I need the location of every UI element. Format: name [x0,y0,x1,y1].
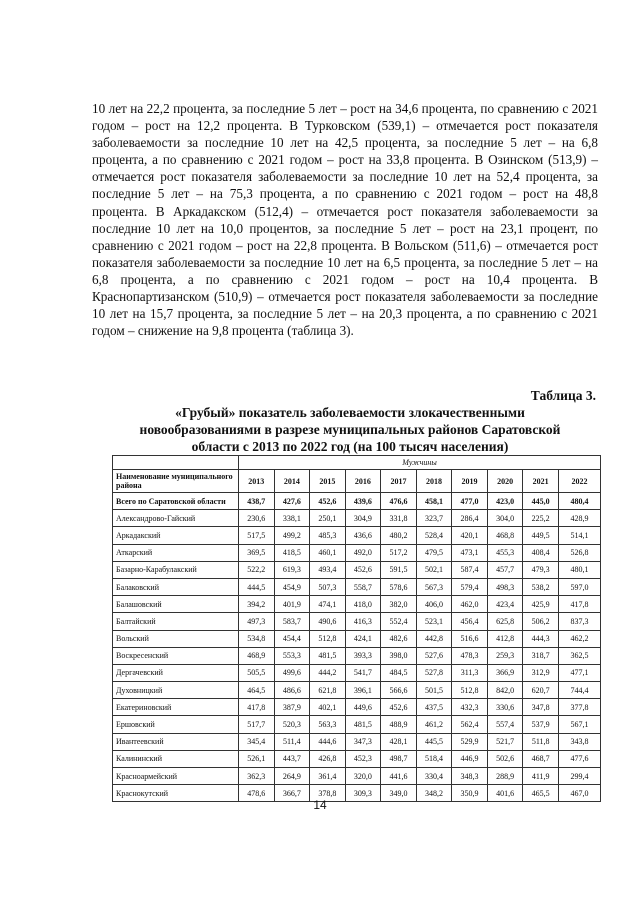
total-value-cell: 480,4 [558,493,600,510]
value-cell: 481,5 [310,647,346,664]
value-cell: 366,7 [274,785,310,802]
value-cell: 529,9 [452,733,488,750]
district-name-cell: Аркадакский [113,527,239,544]
value-cell: 517,7 [239,716,275,733]
value-cell: 591,5 [381,561,417,578]
table-row [113,510,601,527]
value-cell: 511,8 [523,733,559,750]
table-row [113,527,601,544]
year-header: 2020 [487,470,523,493]
value-cell: 499,6 [274,664,310,681]
year-header: 2013 [239,470,275,493]
table-row [113,664,601,681]
value-cell: 523,1 [416,613,452,630]
value-cell: 498,3 [487,578,523,595]
table-row [113,750,601,767]
value-cell: 486,6 [274,682,310,699]
table-row [113,647,601,664]
value-cell: 309,3 [345,785,381,802]
total-value-cell: 445,0 [523,493,559,510]
value-cell: 478,3 [452,647,488,664]
value-cell: 417,8 [239,699,275,716]
value-cell: 464,5 [239,682,275,699]
table-row [113,544,601,561]
value-cell: 578,6 [381,578,417,595]
value-cell: 521,7 [487,733,523,750]
value-cell: 425,9 [523,596,559,613]
value-cell: 501,5 [416,682,452,699]
value-cell: 842,0 [487,682,523,699]
value-cell: 437,5 [416,699,452,716]
value-cell: 744,4 [558,682,600,699]
value-cell: 557,4 [487,716,523,733]
value-cell: 402,1 [310,699,346,716]
year-header: 2015 [310,470,346,493]
value-cell: 318,7 [523,647,559,664]
value-cell: 444,3 [523,630,559,647]
value-cell: 343,8 [558,733,600,750]
value-cell: 348,3 [452,768,488,785]
value-cell: 442,8 [416,630,452,647]
value-cell: 396,1 [345,682,381,699]
value-cell: 520,3 [274,716,310,733]
value-cell: 456,4 [452,613,488,630]
value-cell: 461,2 [416,716,452,733]
value-cell: 418,0 [345,596,381,613]
value-cell: 511,4 [274,733,310,750]
value-cell: 552,4 [381,613,417,630]
value-cell: 497,3 [239,613,275,630]
total-row-label: Всего по Саратовской области [113,493,239,510]
value-cell: 477,6 [558,750,600,767]
value-cell: 452,3 [345,750,381,767]
total-value-cell: 458,1 [416,493,452,510]
value-cell: 485,3 [310,527,346,544]
value-cell: 502,1 [416,561,452,578]
district-name-cell: Базарно-Карабулакский [113,561,239,578]
value-cell: 369,5 [239,544,275,561]
value-cell: 467,0 [558,785,600,802]
value-cell: 514,1 [558,527,600,544]
value-cell: 445,5 [416,733,452,750]
year-header: 2022 [558,470,600,493]
value-cell: 457,7 [487,561,523,578]
value-cell: 498,7 [381,750,417,767]
year-header: 2019 [452,470,488,493]
year-header: 2021 [523,470,559,493]
value-cell: 330,4 [416,768,452,785]
value-cell: 423,4 [487,596,523,613]
value-cell: 455,3 [487,544,523,561]
table-row [113,596,601,613]
value-cell: 480,2 [381,527,417,544]
table-row [113,699,601,716]
district-name-cell: Духовницкий [113,682,239,699]
value-cell: 473,1 [452,544,488,561]
district-name-cell: Красноармейский [113,768,239,785]
value-cell: 462,2 [558,630,600,647]
district-name-cell: Дергачевский [113,664,239,681]
value-cell: 378,8 [310,785,346,802]
total-value-cell: 439,6 [345,493,381,510]
table-row [113,578,601,595]
value-cell: 502,6 [487,750,523,767]
value-cell: 567,1 [558,716,600,733]
district-name-cell: Ершовский [113,716,239,733]
value-cell: 432,3 [452,699,488,716]
table-row [113,613,601,630]
value-cell: 481,5 [345,716,381,733]
value-cell: 462,0 [452,596,488,613]
value-cell: 527,6 [416,647,452,664]
district-name-cell: Балаковский [113,578,239,595]
value-cell: 323,7 [416,510,452,527]
value-cell: 312,9 [523,664,559,681]
value-cell: 526,1 [239,750,275,767]
page-number: 14 [313,798,327,812]
value-cell: 597,0 [558,578,600,595]
district-name-cell: Александрово-Гайский [113,510,239,527]
value-cell: 449,5 [523,527,559,544]
group-header-men: Мужчины [239,456,601,470]
value-cell: 304,0 [487,510,523,527]
value-cell: 583,7 [274,613,310,630]
value-cell: 488,9 [381,716,417,733]
value-cell: 428,1 [381,733,417,750]
value-cell: 420,1 [452,527,488,544]
value-cell: 444,6 [310,733,346,750]
value-cell: 230,6 [239,510,275,527]
total-value-cell: 438,7 [239,493,275,510]
value-cell: 286,4 [452,510,488,527]
value-cell: 387,9 [274,699,310,716]
value-cell: 534,8 [239,630,275,647]
value-cell: 412,8 [487,630,523,647]
value-cell: 493,4 [310,561,346,578]
value-cell: 393,3 [345,647,381,664]
value-cell: 411,9 [523,768,559,785]
value-cell: 454,9 [274,578,310,595]
table-row [113,630,601,647]
value-cell: 527,8 [416,664,452,681]
value-cell: 620,7 [523,682,559,699]
district-name-cell: Калининский [113,750,239,767]
value-cell: 299,4 [558,768,600,785]
value-cell: 512,8 [452,682,488,699]
value-cell: 465,5 [523,785,559,802]
value-cell: 444,2 [310,664,346,681]
value-cell: 522,2 [239,561,275,578]
table-label: Таблица 3. [530,388,596,403]
value-cell: 446,9 [452,750,488,767]
year-header: 2017 [381,470,417,493]
value-cell: 505,5 [239,664,275,681]
value-cell: 499,2 [274,527,310,544]
year-header: 2018 [416,470,452,493]
value-cell: 625,8 [487,613,523,630]
value-cell: 621,8 [310,682,346,699]
district-name-cell: Балашовский [113,596,239,613]
district-name-cell: Ивантеевский [113,733,239,750]
value-cell: 250,1 [310,510,346,527]
value-cell: 320,0 [345,768,381,785]
district-name-cell: Балтайский [113,613,239,630]
table-row [113,682,601,699]
value-cell: 428,9 [558,510,600,527]
value-cell: 477,1 [558,664,600,681]
value-cell: 526,8 [558,544,600,561]
value-cell: 452,6 [345,561,381,578]
value-cell: 512,8 [310,630,346,647]
value-cell: 537,9 [523,716,559,733]
value-cell: 479,3 [523,561,559,578]
value-cell: 468,8 [487,527,523,544]
value-cell: 418,5 [274,544,310,561]
value-cell: 347,3 [345,733,381,750]
value-cell: 482,6 [381,630,417,647]
value-cell: 345,4 [239,733,275,750]
year-header: 2016 [345,470,381,493]
value-cell: 436,6 [345,527,381,544]
body-paragraph: 10 лет на 22,2 процента, за последние 5 лет – рост на 34,6 процента, по сравнению с 2021 годом – рост на 12,2 процента. В Турковском (539,1) – отмечается рост показателя заболеваемости за последние 10 лет на 42,5 процента, за последние 5 лет – на 6,8 процента, а по сравнению с 2021 годом – рост на 33,8 процента. В Озинском (513,9) – отмечается рост показателя заболеваемости за последние 10 лет на 52,4 процента, за последние 5 лет – на 75,3 процента, а по сравнению с 2021 годом – рост на 48,8 процента. В Аркадакском (512,4) – отмечается рост показателя заболеваемости за последние 10 лет на 10,0 процентов, за последние 5 лет – рост на 23,1 процент, по сравнению с 2021 годом – рост на 22,8 процента. В Вольском (511,6) – отмечается рост показателя заболеваемости за последние 10 лет на 6,5 процента, за последние 5 лет – на 6,8 процента, а по сравнению с 2021 годом – рост на 10,4 процента. В Краснопартизанском (510,9) – отмечается рост показателя заболеваемости за последние 10 лет на 15,7 процента, за последние 5 лет – на 20,3 процента, а по сравнению с 2021 годом – снижение на 9,8 процента (таблица 3). [92,101,598,339]
value-cell: 579,4 [452,578,488,595]
value-cell: 288,9 [487,768,523,785]
value-cell: 362,5 [558,647,600,664]
value-cell: 460,1 [310,544,346,561]
value-cell: 416,3 [345,613,381,630]
value-cell: 264,9 [274,768,310,785]
value-cell: 394,2 [239,596,275,613]
district-name-cell: Краснокутский [113,785,239,802]
table-title: «Грубый» показатель заболеваемости злокачественными новообразованиями в разрезе муниципальных районов Саратовской области с 2013 по 2022 год (на 100 тысяч населения) [139,405,561,454]
value-cell: 484,5 [381,664,417,681]
value-cell: 468,9 [239,647,275,664]
district-name-cell: Екатериновский [113,699,239,716]
table-row [113,768,601,785]
value-cell: 350,9 [452,785,488,802]
value-cell: 362,3 [239,768,275,785]
district-name-cell: Вольский [113,630,239,647]
value-cell: 259,3 [487,647,523,664]
value-cell: 478,6 [239,785,275,802]
value-cell: 528,4 [416,527,452,544]
value-cell: 567,3 [416,578,452,595]
value-cell: 361,4 [310,768,346,785]
value-cell: 474,1 [310,596,346,613]
year-header: 2014 [274,470,310,493]
value-cell: 480,1 [558,561,600,578]
value-cell: 492,0 [345,544,381,561]
value-cell: 541,7 [345,664,381,681]
value-cell: 424,1 [345,630,381,647]
value-cell: 490,6 [310,613,346,630]
value-cell: 406,0 [416,596,452,613]
value-cell: 426,8 [310,750,346,767]
value-cell: 619,3 [274,561,310,578]
value-cell: 837,3 [558,613,600,630]
value-cell: 563,3 [310,716,346,733]
value-cell: 366,9 [487,664,523,681]
value-cell: 443,7 [274,750,310,767]
value-cell: 562,4 [452,716,488,733]
value-cell: 553,3 [274,647,310,664]
value-cell: 401,9 [274,596,310,613]
table-corner-cell [113,456,239,470]
value-cell: 538,2 [523,578,559,595]
value-cell: 507,3 [310,578,346,595]
value-cell: 304,9 [345,510,381,527]
value-cell: 452,6 [381,699,417,716]
table-row [113,716,601,733]
total-value-cell: 423,0 [487,493,523,510]
value-cell: 417,8 [558,596,600,613]
value-cell: 377,8 [558,699,600,716]
value-cell: 558,7 [345,578,381,595]
value-cell: 382,0 [381,596,417,613]
total-value-cell: 477,0 [452,493,488,510]
value-cell: 348,2 [416,785,452,802]
value-cell: 566,6 [381,682,417,699]
value-cell: 468,7 [523,750,559,767]
value-cell: 506,2 [523,613,559,630]
value-cell: 517,2 [381,544,417,561]
value-cell: 479,5 [416,544,452,561]
value-cell: 347,8 [523,699,559,716]
total-value-cell: 452,6 [310,493,346,510]
value-cell: 517,5 [239,527,275,544]
incidence-table [112,455,601,802]
value-cell: 398,0 [381,647,417,664]
total-value-cell: 427,6 [274,493,310,510]
value-cell: 454,4 [274,630,310,647]
value-cell: 349,0 [381,785,417,802]
value-cell: 516,6 [452,630,488,647]
value-cell: 311,3 [452,664,488,681]
table-row [113,733,601,750]
value-cell: 441,6 [381,768,417,785]
value-cell: 587,4 [452,561,488,578]
value-cell: 338,1 [274,510,310,527]
district-name-cell: Аткарский [113,544,239,561]
value-cell: 518,4 [416,750,452,767]
name-column-header: Наименование муниципального района [113,470,239,493]
value-cell: 331,8 [381,510,417,527]
table-row [113,561,601,578]
value-cell: 225,2 [523,510,559,527]
value-cell: 444,5 [239,578,275,595]
value-cell: 449,6 [345,699,381,716]
value-cell: 330,6 [487,699,523,716]
value-cell: 401,6 [487,785,523,802]
value-cell: 408,4 [523,544,559,561]
district-name-cell: Воскресенский [113,647,239,664]
total-value-cell: 476,6 [381,493,417,510]
